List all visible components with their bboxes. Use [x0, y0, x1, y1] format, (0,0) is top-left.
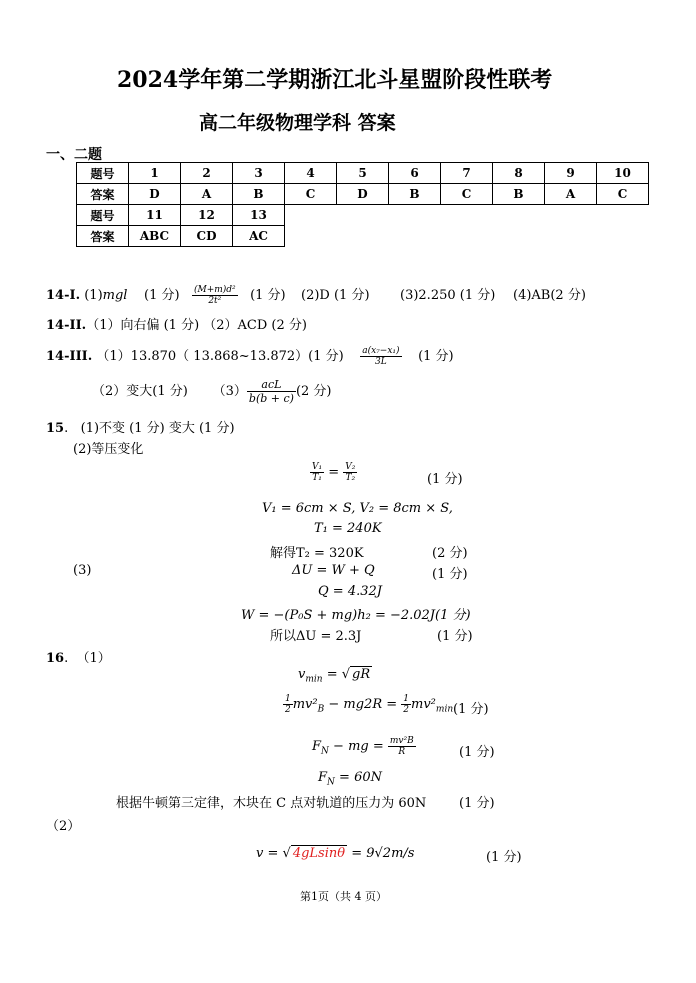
- answer-table: [76, 162, 649, 247]
- table-cell: 3: [233, 163, 285, 184]
- table-cell: 1: [129, 163, 181, 184]
- table-cell: 2: [181, 163, 233, 184]
- q15-eq4: 解得T₂ = 320K: [270, 546, 364, 561]
- empty-cell: [545, 226, 597, 247]
- q16-text: 根据牛顿第三定律，木块在 C 点对轨道的压力为 60N: [116, 796, 427, 811]
- q16-eq2: $\frac{1}{2}$ $mv^2_B - mg2R$ = $\frac{1}{2}$ $mv^2_{min}$: [285, 694, 454, 715]
- q16-text-score: (1 分): [459, 796, 495, 811]
- q16-eq5: v = √ 4gLsinθ = 9√2m/s: [256, 846, 415, 861]
- table-row: [77, 205, 649, 226]
- q15-p3: (3): [73, 563, 92, 578]
- q14-3-label: 14-III.: [46, 349, 93, 364]
- table-cell: A: [181, 184, 233, 205]
- q14-1-p2: (2)D (1 分): [301, 288, 370, 303]
- table-cell: 8: [493, 163, 545, 184]
- table-cell: B: [493, 184, 545, 205]
- q15-line1: 15. (1)不变 (1 分) 变大 (1 分): [46, 421, 235, 436]
- q14-3-score: (1 分): [418, 349, 454, 364]
- q14-3-frac2: $\frac{\text{acL}}{b(b + c)}$: [248, 378, 294, 405]
- table-row: [77, 226, 649, 247]
- empty-cell: [337, 205, 389, 226]
- empty-cell: [597, 226, 649, 247]
- table-row: [77, 163, 649, 184]
- q16-label: 16: [46, 651, 65, 666]
- table-cell: 4: [285, 163, 337, 184]
- q14-1-expr: mgl: [102, 288, 128, 303]
- q16-eq2-score: (1 分): [453, 702, 489, 717]
- table-cell: B: [233, 184, 285, 205]
- table-cell: 12: [181, 205, 233, 226]
- q15-eq8-score: (1 分): [437, 629, 473, 644]
- table-cell: B: [389, 184, 441, 205]
- empty-cell: [493, 226, 545, 247]
- table-cell: 5: [337, 163, 389, 184]
- q15-eq1: $\frac{\text{V₁}}{\text{T₁}}$ = $\frac{\text{V₂}}{\text{T₂}}$: [312, 462, 356, 483]
- empty-cell: [441, 205, 493, 226]
- table-cell: 13: [233, 205, 285, 226]
- page-title: 2024学年第二学期浙江北斗星盟阶段性联考: [117, 67, 553, 93]
- table-cell: 11: [129, 205, 181, 226]
- table-cell: 7: [441, 163, 493, 184]
- q15-l1: (1)不变 (1 分) 变大 (1 分): [80, 421, 235, 436]
- empty-cell: [285, 205, 337, 226]
- q14-1-s2: (1 分): [250, 288, 286, 303]
- table-cell: 6: [389, 163, 441, 184]
- q14-1-line: [46, 284, 286, 306]
- q15-eq1-score: (1 分): [427, 472, 463, 487]
- page-subtitle: 高二年级物理学科 答案: [199, 112, 396, 134]
- q16-eq3-score: (1 分): [459, 745, 495, 760]
- q15-eq4-score: (2 分): [432, 546, 468, 561]
- table-cell: A: [545, 184, 597, 205]
- table-cell: D: [337, 184, 389, 205]
- q14-3-l2a: （2）变大(1 分): [92, 384, 188, 399]
- q14-1-label: 14-I.: [46, 288, 81, 303]
- q14-2-line: [46, 314, 307, 333]
- table-cell: CD: [181, 226, 233, 247]
- q16-eq5-score: (1 分): [486, 850, 522, 865]
- table-cell: 题号: [77, 163, 129, 184]
- table-cell: 9: [545, 163, 597, 184]
- q16-line1: 16. （1）: [46, 651, 111, 666]
- q16-p2: （2）: [46, 819, 81, 834]
- q14-1-s1: (1 分): [144, 288, 180, 303]
- section-label: 一、二题: [46, 147, 102, 163]
- q14-2-text: （1）向右偏 (1 分) （2）ACD (2 分): [86, 318, 307, 333]
- table-cell: 10: [597, 163, 649, 184]
- empty-cell: [389, 205, 441, 226]
- q14-1-p4: (4)AB(2 分): [513, 288, 586, 303]
- q15-label: 15: [46, 421, 65, 436]
- q16-eq4: $F_N = 60N$: [318, 770, 382, 788]
- q15-eq5: ΔU = W + Q: [292, 563, 375, 578]
- table-cell: D: [129, 184, 181, 205]
- q16-p1: （1）: [76, 651, 111, 666]
- table-row: [77, 184, 649, 205]
- q14-3-score2: (2 分): [295, 384, 332, 399]
- table-cell: ABC: [129, 226, 181, 247]
- q15-eq5-score: (1 分): [432, 567, 468, 582]
- table-cell: C: [441, 184, 493, 205]
- empty-cell: [337, 226, 389, 247]
- empty-cell: [545, 205, 597, 226]
- q15-eq7: W = −(P₀S + mg)h₂ = −2.02J(1 分): [241, 608, 471, 623]
- q14-1-p1: (1): [84, 288, 103, 303]
- q16-eq5-red: 4gLsinθ: [292, 846, 346, 861]
- q14-1-frac: $\frac{\text{(M+m)d²}}{\text{2t²}}$: [193, 285, 236, 306]
- empty-cell: [597, 205, 649, 226]
- page-footer: 第1页（共 4 页）: [300, 890, 387, 903]
- q15-eq3: T₁ = 240K: [314, 521, 382, 536]
- q14-3-l2b: （3）: [212, 384, 247, 399]
- table-cell: 题号: [77, 205, 129, 226]
- q14-2-label: 14-II.: [46, 318, 87, 333]
- table-cell: 答案: [77, 226, 129, 247]
- q16-eq1: $v_{min}$ = √ gR: [298, 667, 371, 685]
- empty-cell: [441, 226, 493, 247]
- q15-eq8: 所以ΔU = 2.3J: [270, 629, 362, 644]
- q15-l2: (2)等压变化: [73, 442, 144, 457]
- q14-3-line: [46, 345, 454, 367]
- empty-cell: [285, 226, 337, 247]
- table-cell: AC: [233, 226, 285, 247]
- table-cell: C: [597, 184, 649, 205]
- empty-cell: [493, 205, 545, 226]
- q14-3-line2: [92, 378, 332, 405]
- q14-1-p3: (3)2.250 (1 分): [400, 288, 496, 303]
- q16-eq3: $F_N$ − mg = $\frac{\text{mv²B}}{R}$: [312, 736, 414, 757]
- table-cell: C: [285, 184, 337, 205]
- empty-cell: [389, 226, 441, 247]
- q15-eq2: V₁ = 6cm × S, V₂ = 8cm × S,: [262, 501, 453, 516]
- q14-3-frac: $\frac{\text{a(x₇−x₁)}}{3L}$: [362, 346, 400, 367]
- table-cell: 答案: [77, 184, 129, 205]
- q15-eq6: Q = 4.32J: [318, 584, 382, 599]
- q14-3-text: （1）13.870（ 13.868~13.872）(1 分): [96, 349, 344, 364]
